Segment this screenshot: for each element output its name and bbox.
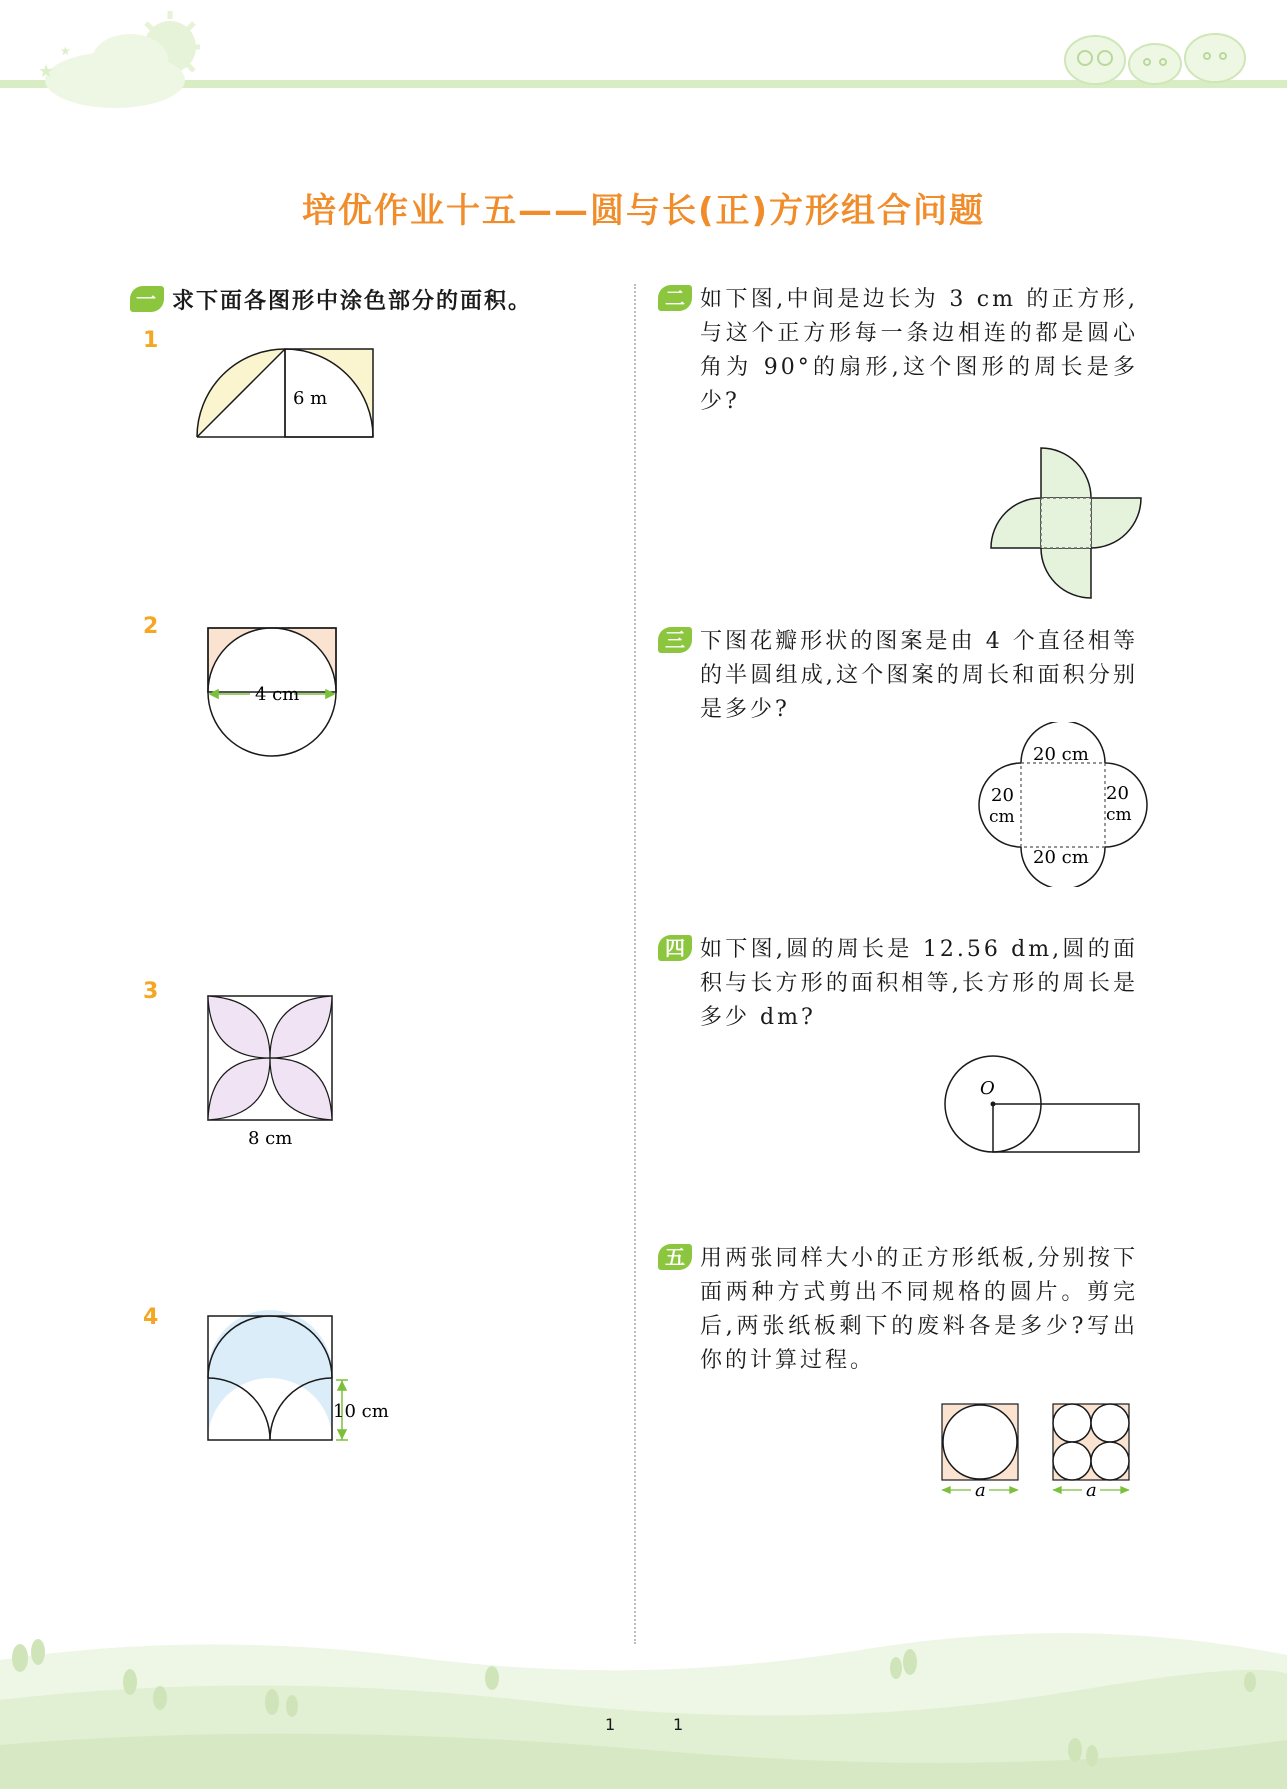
problem-5: [658, 1242, 1138, 1378]
side-label-a-2: a: [1086, 1480, 1097, 1501]
problem-5-text: 用两张同样大小的正方形纸板,分别按下面两种方式剪出不同规格的圆片。剪完后,两张纸板剩下的废料各是多少?写出你的计算过程。: [700, 1246, 1138, 1373]
petal-label-left-unit: cm: [989, 807, 1015, 827]
problem-5-cutting-figure: [935, 1398, 1135, 1503]
svg-text:★: ★: [60, 44, 71, 58]
problem-3-petal-figure: [978, 722, 1148, 887]
question-number-3: 3: [143, 979, 159, 1004]
problem-2-badge: 二: [658, 285, 692, 311]
footer-landscape-decoration: [0, 1610, 1287, 1789]
question-number-1: 1: [143, 328, 159, 353]
petal-label-right-unit: cm: [1106, 805, 1132, 825]
petal-label-left-num: 20: [991, 785, 1014, 806]
page-title: 培优作业十五——圆与长(正)方形组合问题: [301, 191, 986, 231]
petal-label-top: 20 cm: [1033, 744, 1089, 765]
problem-2-pinwheel-figure: [985, 440, 1145, 605]
question-number-4: 4: [143, 1305, 159, 1330]
section1-heading-text: 求下面各图形中涂色部分的面积。: [172, 289, 533, 314]
svg-text:★: ★: [38, 61, 55, 82]
question-number-2: 2: [143, 614, 159, 639]
problem-4-badge: 四: [658, 935, 692, 961]
problem-2-text: 如下图,中间是边长为 3 cm 的正方形,与这个正方形每一条边相连的都是圆心角为 90°的扇形,这个图形的周长是多少?: [700, 287, 1138, 414]
section1-badge: 一: [130, 286, 164, 312]
column-divider: [634, 284, 636, 1644]
figure-3-label: 8 cm: [248, 1128, 293, 1149]
section1-heading: [130, 284, 532, 315]
figure-4-arched-shape: [200, 1310, 400, 1450]
side-label-a-1: a: [975, 1480, 986, 1501]
figure-2-label: 4 cm: [255, 684, 300, 705]
header-cloud-sun-decoration: [20, 5, 200, 110]
problem-3-text: 下图花瓣形状的图案是由 4 个直径相等的半圆组成,这个图案的周长和面积分别是多少?: [700, 629, 1138, 722]
figure-1-label: 6 m: [293, 388, 328, 409]
problem-4: [658, 933, 1138, 1035]
problem-3: [658, 625, 1138, 727]
circle-center-label: O: [980, 1078, 995, 1099]
figure-3-four-petals: [200, 990, 350, 1150]
petal-label-right-num: 20: [1106, 783, 1129, 804]
problem-4-circle-rectangle-figure: [940, 1050, 1145, 1160]
problem-4-text: 如下图,圆的周长是 12.56 dm,圆的面积与长方形的面积相等,长方形的周长是多少 dm?: [700, 937, 1138, 1030]
page-number-digit-2: 1: [673, 1715, 684, 1734]
problem-5-badge: 五: [658, 1244, 692, 1270]
figure-4-label: 10 cm: [333, 1401, 389, 1422]
problem-3-badge: 三: [658, 627, 692, 653]
figure-2-circle-in-square: [200, 620, 350, 760]
header-animals-decoration: [1055, 18, 1255, 88]
problem-2: [658, 283, 1138, 419]
page-number-digit-1: 1: [605, 1715, 616, 1734]
petal-label-bottom: 20 cm: [1033, 847, 1089, 868]
figure-1-semicircle-square: [185, 335, 385, 445]
